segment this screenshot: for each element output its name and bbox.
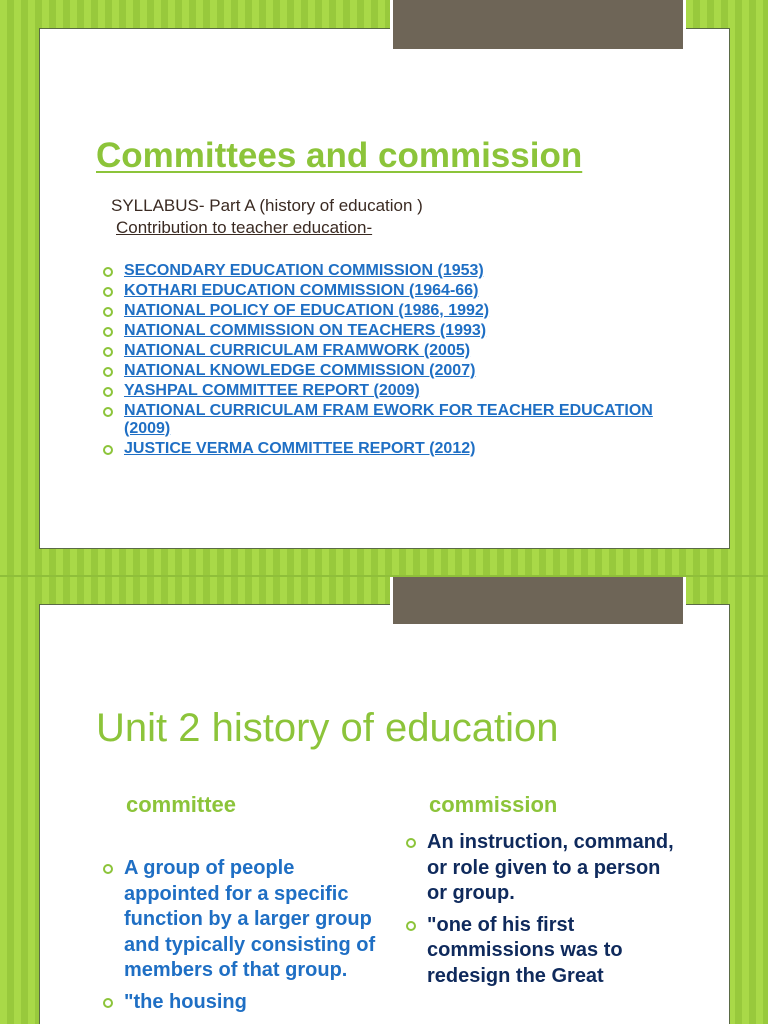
list-item	[102, 342, 662, 360]
link-justice-verma-committee-report[interactable]: JUSTICE VERMA COMMITTEE REPORT (2012)	[124, 439, 476, 457]
committee-definition-text: A group of people appointed for a specific function by a larger group and typically consisting of members of that group.	[124, 857, 376, 981]
ring-bullet-icon	[406, 921, 416, 931]
syllabus-text: SYLLABUS- Part A (history of education )	[111, 196, 423, 215]
slide-2-header-tab	[390, 577, 686, 627]
link-national-knowledge-commission[interactable]: NATIONAL KNOWLEDGE COMMISSION (2007)	[124, 362, 476, 379]
commission-heading: commission	[429, 792, 558, 817]
ring-bullet-icon	[406, 838, 416, 848]
ring-bullet-icon	[103, 327, 113, 337]
committee-example-text: "the housing	[124, 990, 247, 1013]
link-national-curriculum-framework[interactable]: NATIONAL CURRICULAM FRAMWORK (2005)	[124, 342, 471, 359]
ring-bullet-icon	[103, 998, 113, 1008]
list-item	[102, 302, 662, 320]
link-secondary-education-commission[interactable]: SECONDARY EDUCATION COMMISSION (1953)	[124, 262, 484, 279]
commission-definition-text: An instruction, command, or role given to a person or group.	[427, 831, 674, 904]
ring-bullet-icon	[103, 287, 113, 297]
ring-bullet-icon	[103, 307, 113, 317]
list-item	[102, 382, 662, 400]
list-item	[102, 322, 662, 340]
list-item	[102, 262, 662, 280]
link-national-policy-of-education[interactable]: NATIONAL POLICY OF EDUCATION (1986, 1992)	[124, 302, 490, 319]
commission-definition-list	[405, 830, 675, 989]
commission-example-text: "one of his first commissions was to redesign the Great	[427, 913, 623, 987]
committee-heading: committee	[126, 792, 237, 817]
ring-bullet-icon	[103, 267, 113, 277]
slide-2-title: Unit 2 history of education	[96, 706, 559, 750]
committee-definition-list	[102, 856, 392, 1015]
link-ncf-teacher-education[interactable]: NATIONAL CURRICULAM FRAM EWORK FOR TEACHER EDUCATION (2009)	[124, 402, 653, 437]
commission-link-list	[102, 262, 662, 457]
list-item	[405, 830, 675, 907]
ring-bullet-icon	[103, 445, 113, 455]
list-item	[405, 913, 675, 990]
slide-1-header-tab	[390, 0, 686, 52]
contribution-subheading: Contribution to teacher education-	[116, 218, 373, 237]
ring-bullet-icon	[103, 347, 113, 357]
slide-1-title: Committees and commission	[96, 136, 583, 175]
ring-bullet-icon	[103, 387, 113, 397]
list-item	[102, 362, 662, 380]
list-item	[102, 282, 662, 300]
list-item	[102, 440, 662, 458]
link-kothari-education-commission[interactable]: KOTHARI EDUCATION COMMISSION (1964-66)	[124, 282, 479, 299]
ring-bullet-icon	[103, 864, 113, 874]
list-item	[102, 856, 392, 984]
list-item	[102, 990, 392, 1016]
ring-bullet-icon	[103, 367, 113, 377]
ring-bullet-icon	[103, 407, 113, 417]
link-yashpal-committee-report[interactable]: YASHPAL COMMITTEE REPORT (2009)	[124, 382, 420, 399]
list-item	[102, 402, 662, 437]
link-national-commission-on-teachers[interactable]: NATIONAL COMMISSION ON TEACHERS (1993)	[124, 322, 487, 339]
